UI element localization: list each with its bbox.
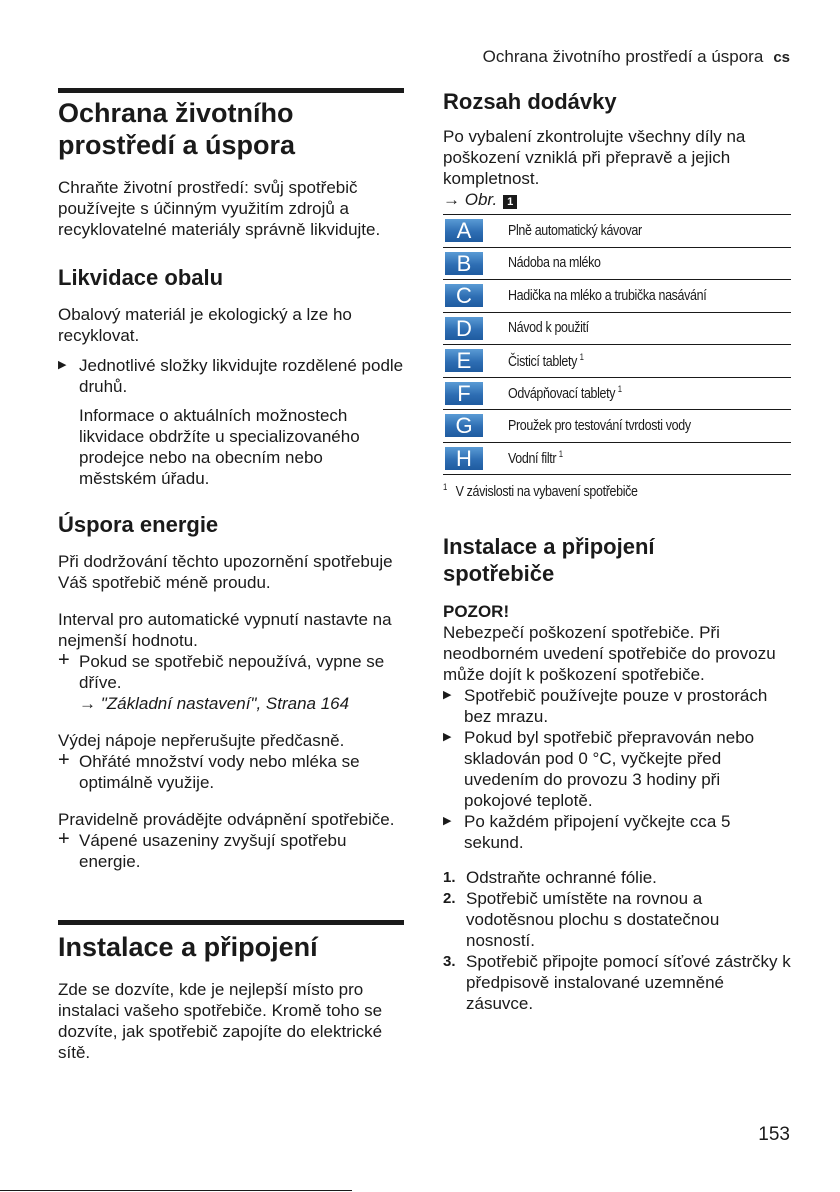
figure-reference[interactable]	[443, 189, 791, 210]
plus-icon: +	[58, 649, 70, 671]
item-label: Nádoba na mléko	[508, 255, 601, 272]
triangle-bullet-icon: ▶	[443, 815, 452, 827]
triangle-bullet-icon: ▶	[58, 359, 67, 371]
bullet-text: Po každém připojení vyčkejte cca 5 sekund.	[464, 812, 731, 852]
step-text: Spotřebič umístěte na rovnou a vodotěsnou plochu s dostatečnou nosností.	[466, 889, 720, 950]
section-rule	[58, 920, 404, 925]
footer-rule	[0, 1190, 352, 1191]
step-number: 2.	[443, 890, 456, 907]
item-label: Vodní filtr $^1$	[508, 449, 563, 468]
footnote-mark: 1	[579, 351, 584, 362]
running-header	[483, 47, 790, 67]
triangle-bullet-icon: ▶	[443, 731, 452, 743]
triangle-bullet-icon: ▶	[443, 689, 452, 701]
energy-p1: Při dodržování těchto upozornění spotřebuje Váš spotřebič méně proudu.	[58, 552, 393, 592]
item-letter-badge: E	[445, 349, 483, 372]
table-row	[443, 410, 791, 443]
energy-p3: Výdej nápoje nepřerušujte předčasně.	[58, 731, 345, 750]
item-label: Hadička na mléko a trubička nasávání	[508, 287, 707, 304]
item-letter-badge: H	[445, 447, 483, 470]
environment-intro: Chraňte životní prostředí: svůj spotřebič používejte s účinným využitím zdrojů a recyklovatelné materiály správně likvidujte.	[58, 178, 381, 239]
item-letter-badge: A	[445, 219, 483, 242]
left-column	[58, 88, 404, 1063]
item-letter-badge: G	[445, 414, 483, 437]
item-label: Proužek pro testování tvrdosti vody	[508, 417, 691, 434]
table-row	[443, 280, 791, 313]
packaging-text: Obalový materiál je ekologický a lze ho recyklovat.	[58, 305, 352, 345]
section-title-environment: Ochrana životního prostředí a úspora	[58, 98, 296, 160]
table-row	[443, 215, 791, 248]
plus-text: Ohřáté množství vody nebo mléka se optimálně využije.	[79, 752, 360, 792]
plus-icon: +	[58, 749, 70, 771]
item-label: Plně automatický kávovar	[508, 222, 642, 239]
footnote-mark: 1	[617, 384, 622, 395]
step-text: Odstraňte ochranné fólie.	[466, 868, 657, 887]
energy-plus-2	[58, 751, 404, 793]
install-steps	[443, 867, 791, 1014]
language-code: cs	[773, 49, 790, 66]
list-item	[443, 811, 791, 853]
page-number: 153	[758, 1124, 790, 1145]
heading-delivery: Rozsah dodávky	[443, 89, 617, 114]
delivery-table	[443, 214, 791, 475]
table-row	[443, 443, 791, 476]
step-number: 1.	[443, 869, 456, 886]
step-number: 3.	[443, 953, 456, 970]
item-label: Čisticí tablety $^1$	[508, 351, 584, 370]
figure-number-badge: 1	[503, 195, 517, 209]
table-row	[443, 313, 791, 346]
item-letter-badge: D	[445, 317, 483, 340]
energy-plus-1	[58, 651, 404, 693]
plus-text: Vápené usazeniny zvyšují spotřebu energie.	[79, 831, 347, 871]
arrow-right-icon: →	[443, 190, 460, 209]
numbered-step	[443, 951, 791, 1014]
bullet-text: Spotřebič používejte pouze v prostorách bez mrazu.	[464, 686, 768, 726]
installation-intro: Zde se dozvíte, kde je nejlepší místo pro instalaci vašeho spotřebiče. Kromě toho se dozvíte, jak spotřebič zapojíte do elektrické sítě.	[58, 980, 383, 1062]
energy-plus-3	[58, 830, 404, 872]
packaging-info: Informace o aktuálních možnostech likvidace obdržíte u specializovaného prodejce nebo na obecním nebo městském úřadu.	[79, 406, 360, 488]
section-title-installation: Instalace a připojení	[58, 932, 318, 962]
packaging-bullet	[58, 355, 404, 397]
plus-icon: +	[58, 828, 70, 850]
table-row	[443, 378, 791, 411]
bullet-text: Jednotlivé složky likvidujte rozdělené podle druhů.	[79, 356, 404, 396]
heading-energy: Úspora energie	[58, 512, 219, 537]
footnote-mark: 1	[558, 449, 563, 460]
list-item	[443, 727, 791, 811]
reference-text[interactable]: "Základní nastavení", Strana 164	[100, 694, 350, 713]
energy-p2: Interval pro automatické vypnutí nastavte na nejmenší hodnotu.	[58, 610, 392, 650]
numbered-step	[443, 867, 791, 888]
delivery-footnote	[443, 477, 742, 503]
item-letter-badge: B	[445, 252, 483, 275]
bullet-text: Pokud byl spotřebič přepravován nebo skladován pod 0 °C, vyčkejte před uvedením do provozu 3 hodiny při pokojové teplotě.	[464, 728, 755, 810]
footnote-mark: 1	[443, 482, 447, 492]
item-label: Odvápňovací tablety $^1$	[508, 384, 622, 403]
footnote-text: V závislosti na vybavení spotřebiče	[455, 484, 638, 500]
item-label: Návod k použití	[508, 320, 589, 337]
cross-reference[interactable]	[58, 693, 404, 714]
caution-text: Nebezpečí poškození spotřebiče. Při neodborném uvedení spotřebiče do provozu může dojít k poškození spotřebiče.	[443, 623, 776, 684]
numbered-step	[443, 888, 791, 951]
energy-p4: Pravidelně provádějte odvápnění spotřebiče.	[58, 810, 395, 829]
plus-text: Pokud se spotřebič nepoužívá, vypne se dříve.	[79, 652, 385, 692]
install-bullets	[443, 685, 791, 853]
heading-install: Instalace a připojení spotřebiče	[443, 534, 655, 586]
caution-title: POZOR!	[443, 602, 510, 621]
item-letter-badge: C	[445, 284, 483, 307]
step-text: Spotřebič připojte pomocí síťové zástrčky k předpisově instalované uzemněné zásuvce.	[466, 952, 791, 1013]
header-title: Ochrana životního prostředí a úspora	[482, 47, 764, 66]
delivery-text: Po vybalení zkontrolujte všechny díly na poškození vzniklá při přepravě a jejich kompletnost.	[443, 127, 746, 188]
table-row	[443, 248, 791, 281]
right-column	[443, 88, 791, 1014]
heading-packaging: Likvidace obalu	[58, 265, 224, 290]
section-rule	[58, 88, 404, 93]
table-row	[443, 345, 791, 378]
list-item	[443, 685, 791, 727]
arrow-right-icon: →	[79, 694, 96, 713]
item-letter-badge: F	[445, 382, 483, 405]
figure-label: Obr.	[464, 190, 498, 209]
